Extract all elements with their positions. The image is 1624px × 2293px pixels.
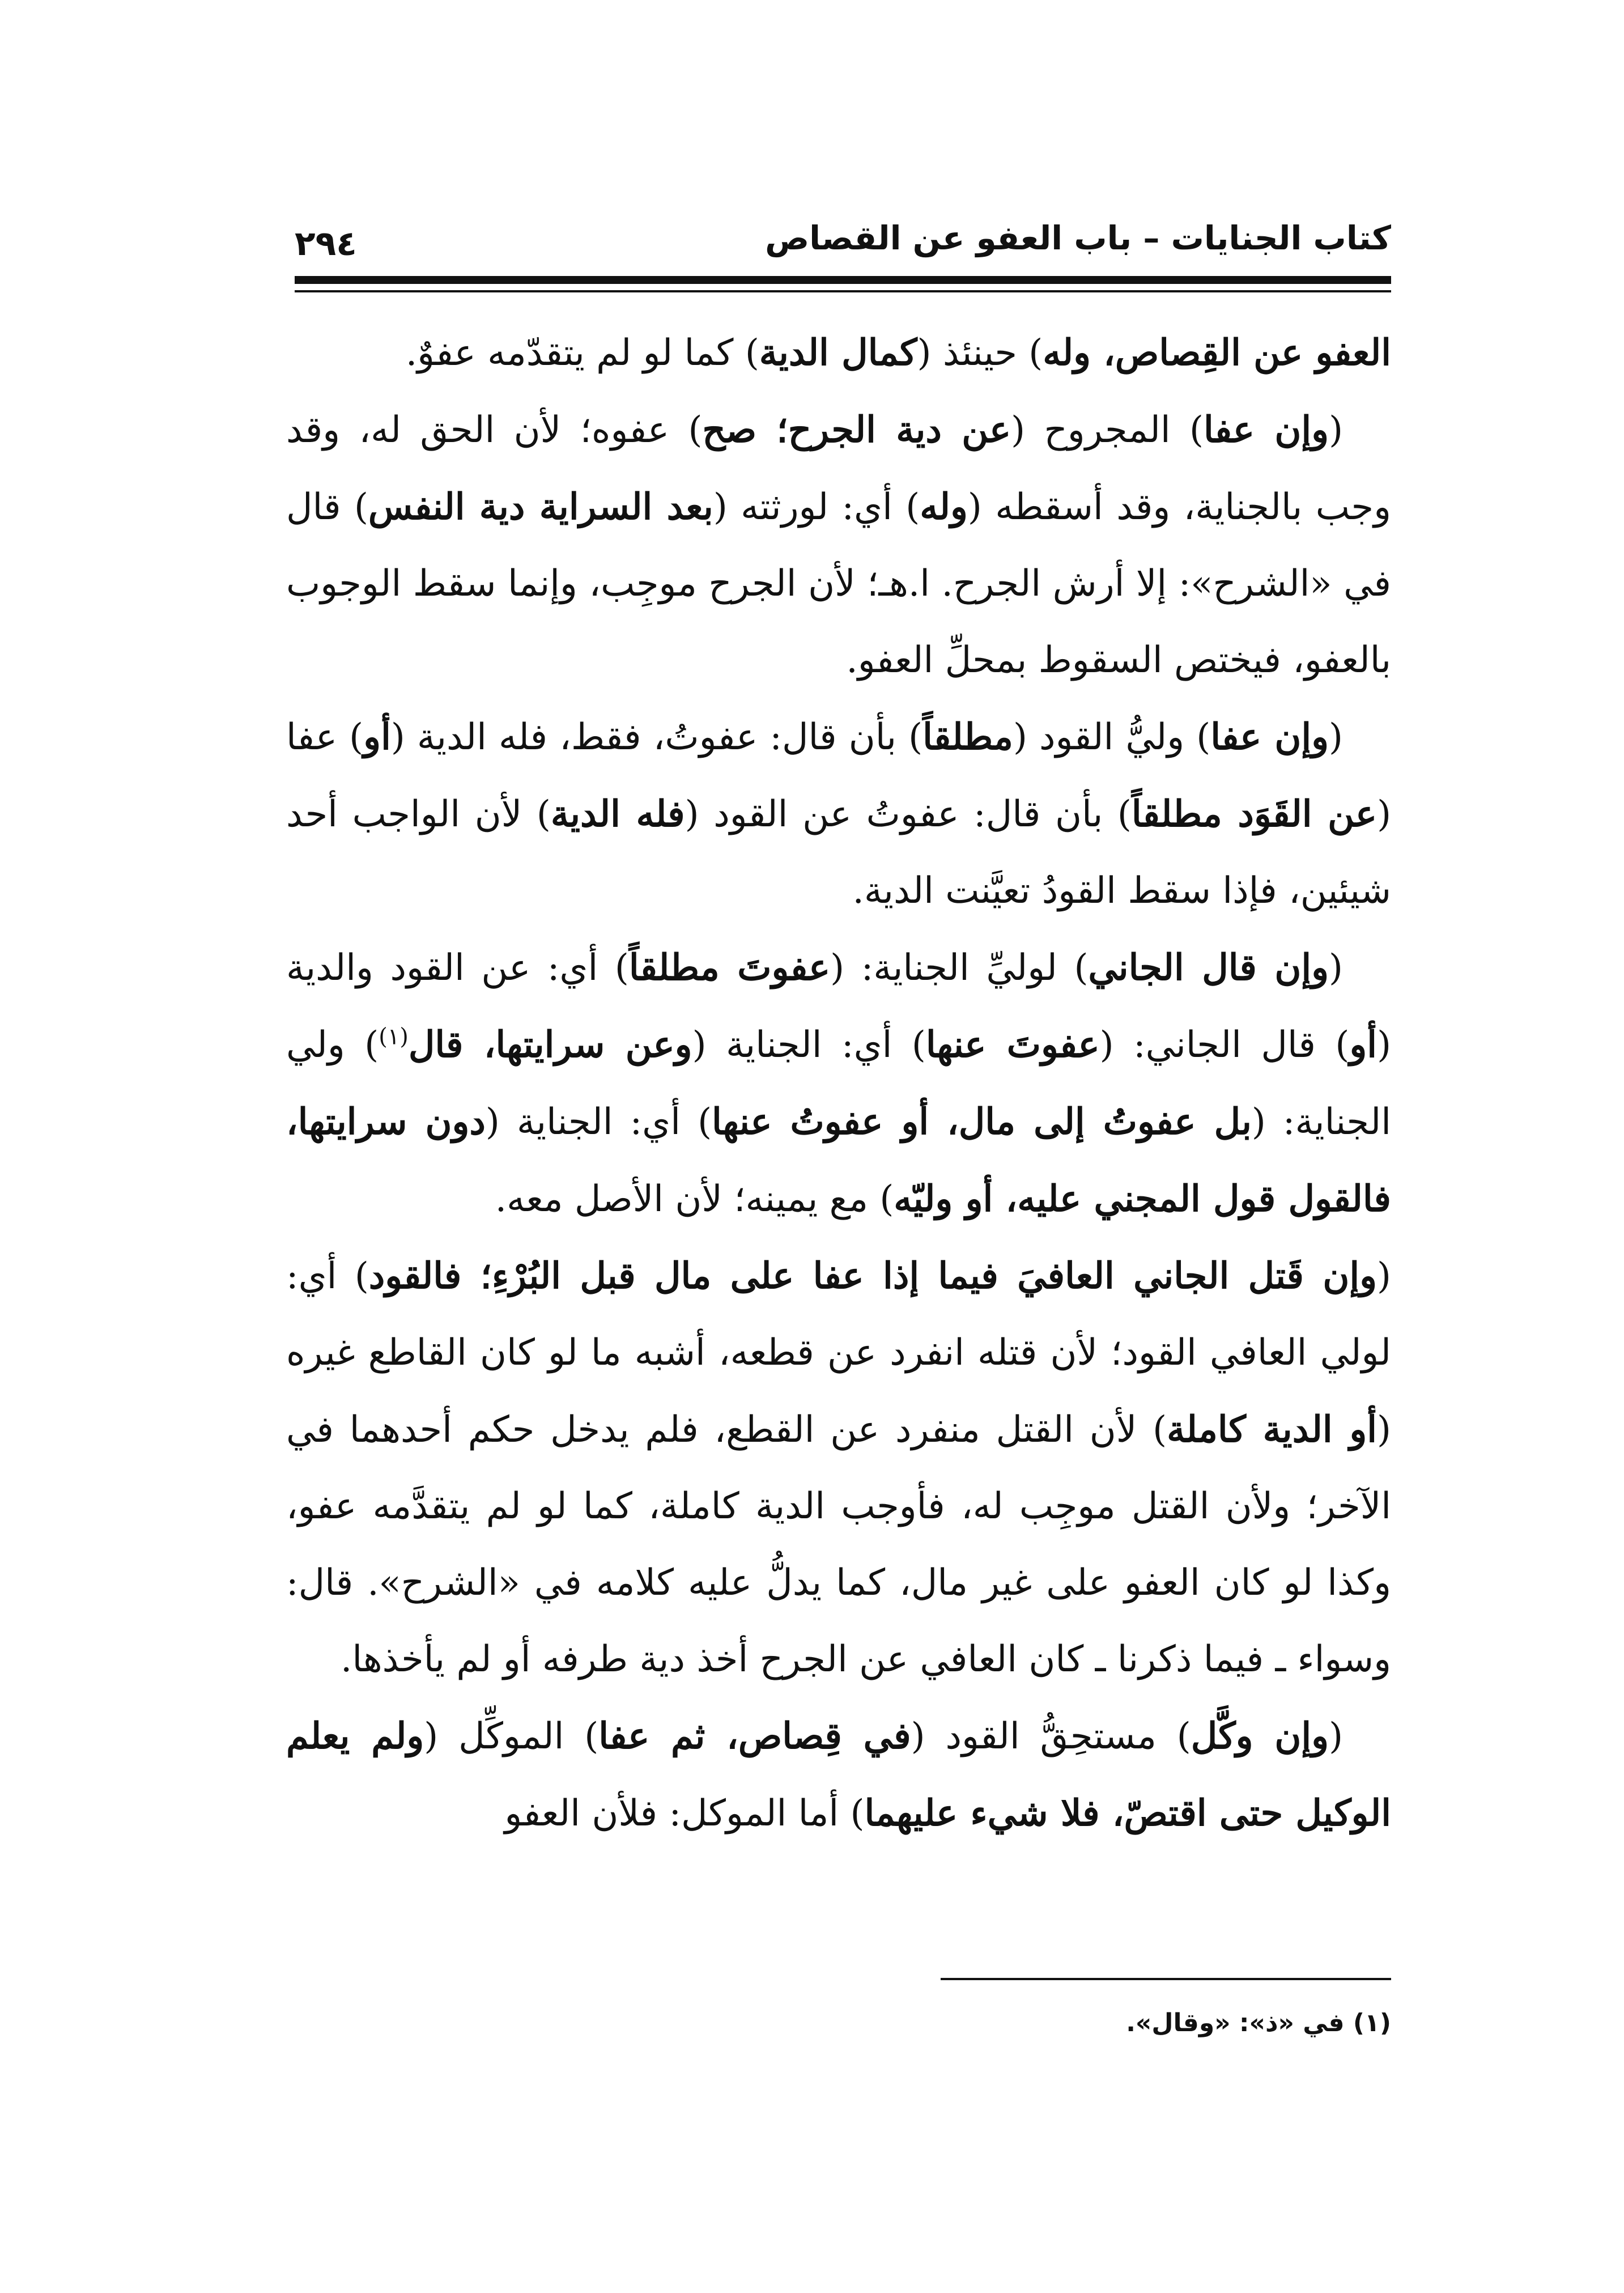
body-text — [286, 315, 1391, 1852]
header-rule-thin — [295, 290, 1391, 292]
bold-text-segment: وعن سرايتها، قال — [408, 1024, 692, 1066]
page-number: ٢٩٤ — [295, 224, 357, 264]
text-segment: ) قال في «الشرح»: إلا أرش الجرح. ا.هـ؛ لأن الجرح موجِب، وإنما سقط الوجوب بالعفو، فيختص السقوط بمحلِّ العفو. — [286, 486, 1392, 681]
text-segment: ( — [1329, 716, 1344, 758]
text-segment: ) بأن قال: عفوتُ، فقط، فله الدية ( — [390, 716, 923, 758]
bold-text-segment: وله — [920, 486, 968, 528]
text-segment: ) لوليِّ الجناية: ( — [830, 947, 1089, 989]
bold-text-segment: ولم يعلم الوكيل حتى اقتصّ، فلا شيء عليهما — [286, 1715, 1391, 1835]
paragraph — [286, 929, 1391, 1238]
text-segment: ) بأن قال: عفوتُ عن القود ( — [685, 793, 1132, 835]
text-segment: ) لأن الواجب أحد شيئين، فإذا سقط القودُ تعيَّنت الدية. — [286, 793, 1391, 912]
bold-text-segment: كمال الدية — [759, 332, 917, 374]
bold-text-segment: عن القَوَد مطلقاً — [1131, 793, 1378, 835]
bold-text-segment: مطلقاً — [922, 716, 1013, 758]
bold-text-segment: وإن عفا — [1210, 716, 1329, 758]
paragraph — [286, 1698, 1391, 1852]
bold-text-segment: وإن وكَّل — [1191, 1715, 1329, 1757]
text-segment: ) وليُّ القود ( — [1013, 716, 1211, 758]
text-segment: ) ولي الجناية: ( — [286, 1024, 1392, 1143]
bold-text-segment: أو — [1349, 1024, 1378, 1066]
text-segment: ) أي: الجناية ( — [485, 1101, 712, 1143]
text-segment: ) أي: عن القود والدية ( — [286, 947, 1392, 1066]
bold-text-segment: في قِصاص، ثم عفا — [598, 1715, 911, 1757]
footnote-marker: (١) — [379, 1024, 409, 1050]
page-header — [295, 210, 1391, 266]
footnote: (١) في «ذ»: «وقال». — [1126, 2009, 1391, 2037]
paragraph — [286, 699, 1391, 929]
text-segment: ) مستحِقُّ القود ( — [911, 1715, 1191, 1757]
text-segment: ) أي: لورثته ( — [713, 486, 920, 528]
bold-text-segment: عفوتَ مطلقاً — [628, 946, 831, 989]
bold-text-segment: العفو عن القِصاص، وله — [1043, 332, 1391, 374]
bold-text-segment: بعد السراية دية النفس — [368, 486, 713, 528]
header-rule-thick — [295, 276, 1391, 284]
text-segment: ) أما الموكل: فلأن العفو — [504, 1793, 865, 1835]
paragraph — [286, 315, 1391, 392]
bold-text-segment: أو — [363, 716, 391, 758]
text-segment: ( — [1329, 409, 1344, 451]
paragraph — [286, 1238, 1391, 1698]
bold-text-segment: بل عفوتُ إلى مال، أو عفوتُ عنها — [712, 1101, 1252, 1143]
text-segment: ) لأن القتل منفرد عن القطع، فلم يدخل حكم أحدهما في الآخر؛ ولأن القتل موجِب له، فأوجب الدية كاملة، كما لو لم يتقدَّمه عفو، وكذا لو كان العفو على غير مال، كما يدلُّ عليه كلامه في «الشرح». قال: وسواء ـ فيما ذكرنا ـ كان العافي عن الجرح أخذ دية طرفه أو لم يأخذها. — [286, 1409, 1391, 1680]
text-segment: ( — [1377, 1255, 1392, 1297]
text-segment: ) الموكِّل ( — [424, 1715, 599, 1757]
bold-text-segment: وإن قال الجاني — [1088, 946, 1329, 989]
text-segment: ) أي: لولي العافي القود؛ لأن قتله انفرد عن قطعه، أشبه ما لو كان القاطع غيره ( — [286, 1255, 1392, 1451]
text-segment: ( — [1329, 947, 1343, 989]
text-segment: ) حينئذ ( — [917, 332, 1043, 374]
bold-text-segment: عن دية الجرح؛ صح — [702, 409, 1011, 451]
bold-text-segment: دون سرايتها، فالقول قول المجني عليه، أو وليّه — [286, 1101, 1391, 1220]
text-segment: ) المجروح ( — [1011, 409, 1204, 451]
text-segment: ( — [1329, 1715, 1344, 1757]
text-segment: ) أي: الجناية ( — [692, 1024, 926, 1066]
text-segment: ) عفوه؛ لأن الحق له، وقد وجب بالجناية، وقد أسقطه ( — [286, 409, 1392, 528]
text-segment: ) عفا ( — [286, 716, 1392, 835]
bold-text-segment: عفوتَ عنها — [925, 1024, 1100, 1066]
text-segment: ) قال الجاني: ( — [1099, 1024, 1350, 1066]
footnote-divider — [941, 1978, 1391, 1980]
bold-text-segment: فله الدية — [550, 793, 685, 835]
text-segment: ) كما لو لم يتقدّمه عفوٌ. — [405, 332, 759, 374]
bold-text-segment: وإن قَتل الجاني العافيَ فيما إذا عفا على مال قبل البُرْءِ؛ فالقود — [368, 1255, 1378, 1297]
paragraph — [286, 392, 1391, 699]
running-title: كتاب الجنايات – باب العفو عن القصاص — [765, 219, 1391, 257]
text-segment: ) مع يمينه؛ لأن الأصل معه. — [495, 1178, 894, 1220]
bold-text-segment: أو الدية كاملة — [1167, 1408, 1378, 1451]
bold-text-segment: وإن عفا — [1203, 409, 1329, 451]
